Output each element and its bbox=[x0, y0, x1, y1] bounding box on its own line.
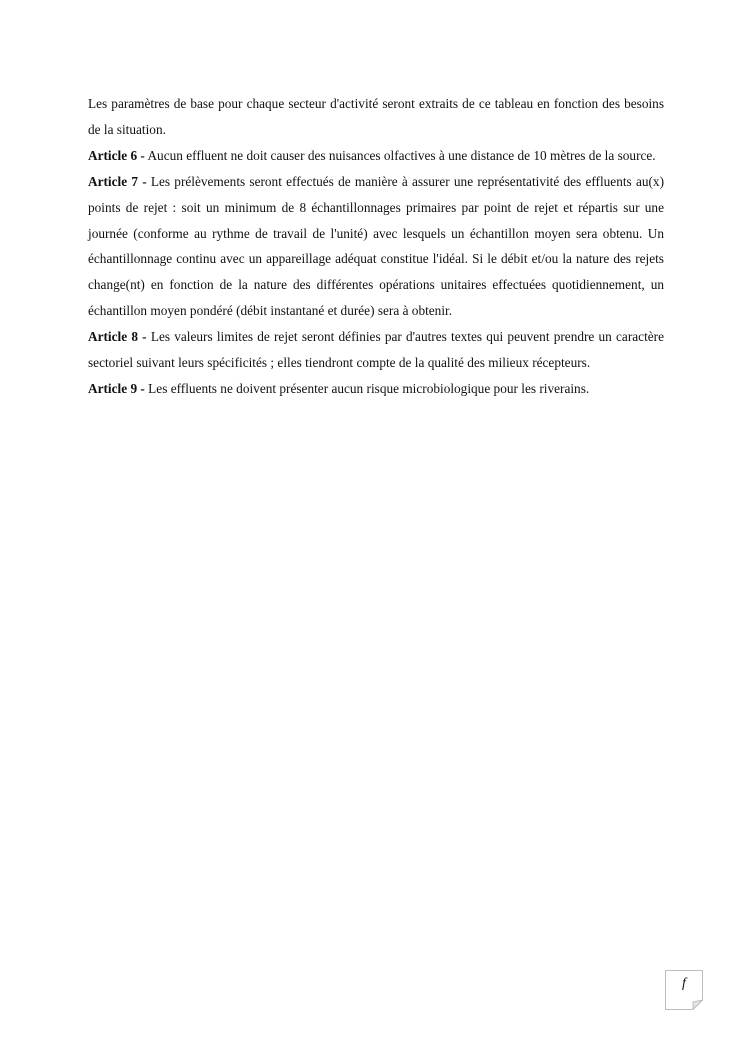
article-6-label: Article 6 - bbox=[88, 147, 145, 163]
article-7-label: Article 7 - bbox=[88, 173, 147, 189]
intro-paragraph: Les paramètres de base pour chaque secteur d'activité seront extraits de ce tableau en fonction des besoins de la situation. bbox=[88, 96, 664, 137]
article-6 bbox=[88, 143, 664, 169]
article-8-text: Les valeurs limites de rejet seront définies par d'autres textes qui peuvent prendre un caractère sectoriel suivant leurs spécificités ; elles tiendront compte de la qualité des milieux récepteurs. bbox=[88, 329, 664, 371]
article-8-label: Article 8 - bbox=[88, 329, 147, 345]
article-6-text: Aucun effluent ne doit causer des nuisances olfactives à une distance de 10 mètres de la source. bbox=[144, 147, 656, 163]
article-9-text: Les effluents ne doivent présenter aucun risque microbiologique pour les riverains. bbox=[144, 380, 590, 396]
page-number-box bbox=[665, 970, 703, 1010]
article-9 bbox=[88, 376, 664, 402]
article-8 bbox=[88, 324, 664, 376]
article-7 bbox=[88, 169, 664, 324]
document-body bbox=[88, 91, 664, 402]
article-9-label: Article 9 - bbox=[88, 380, 145, 396]
page-number: f bbox=[682, 976, 686, 991]
article-7-text: Les prélèvements seront effectués de manière à assurer une représentativité des effluents au(x) points de rejet : soit un minimum de 8 échantillonnages primaires par point de rejet et répartis sur une journée (conforme au rythme de travail de l'unité) avec lesquels un échantillon moyen sera obtenu. Un échantillonnage continu avec un appareillage adéquat constitue l'idéal. Si le débit et/ou la nature des rejets change(nt) en fonction de la nature des différentes opérations unitaires effectuées quotidiennement, un échantillon moyen pondéré (débit instantané et durée) sera à obtenir. bbox=[88, 173, 664, 319]
